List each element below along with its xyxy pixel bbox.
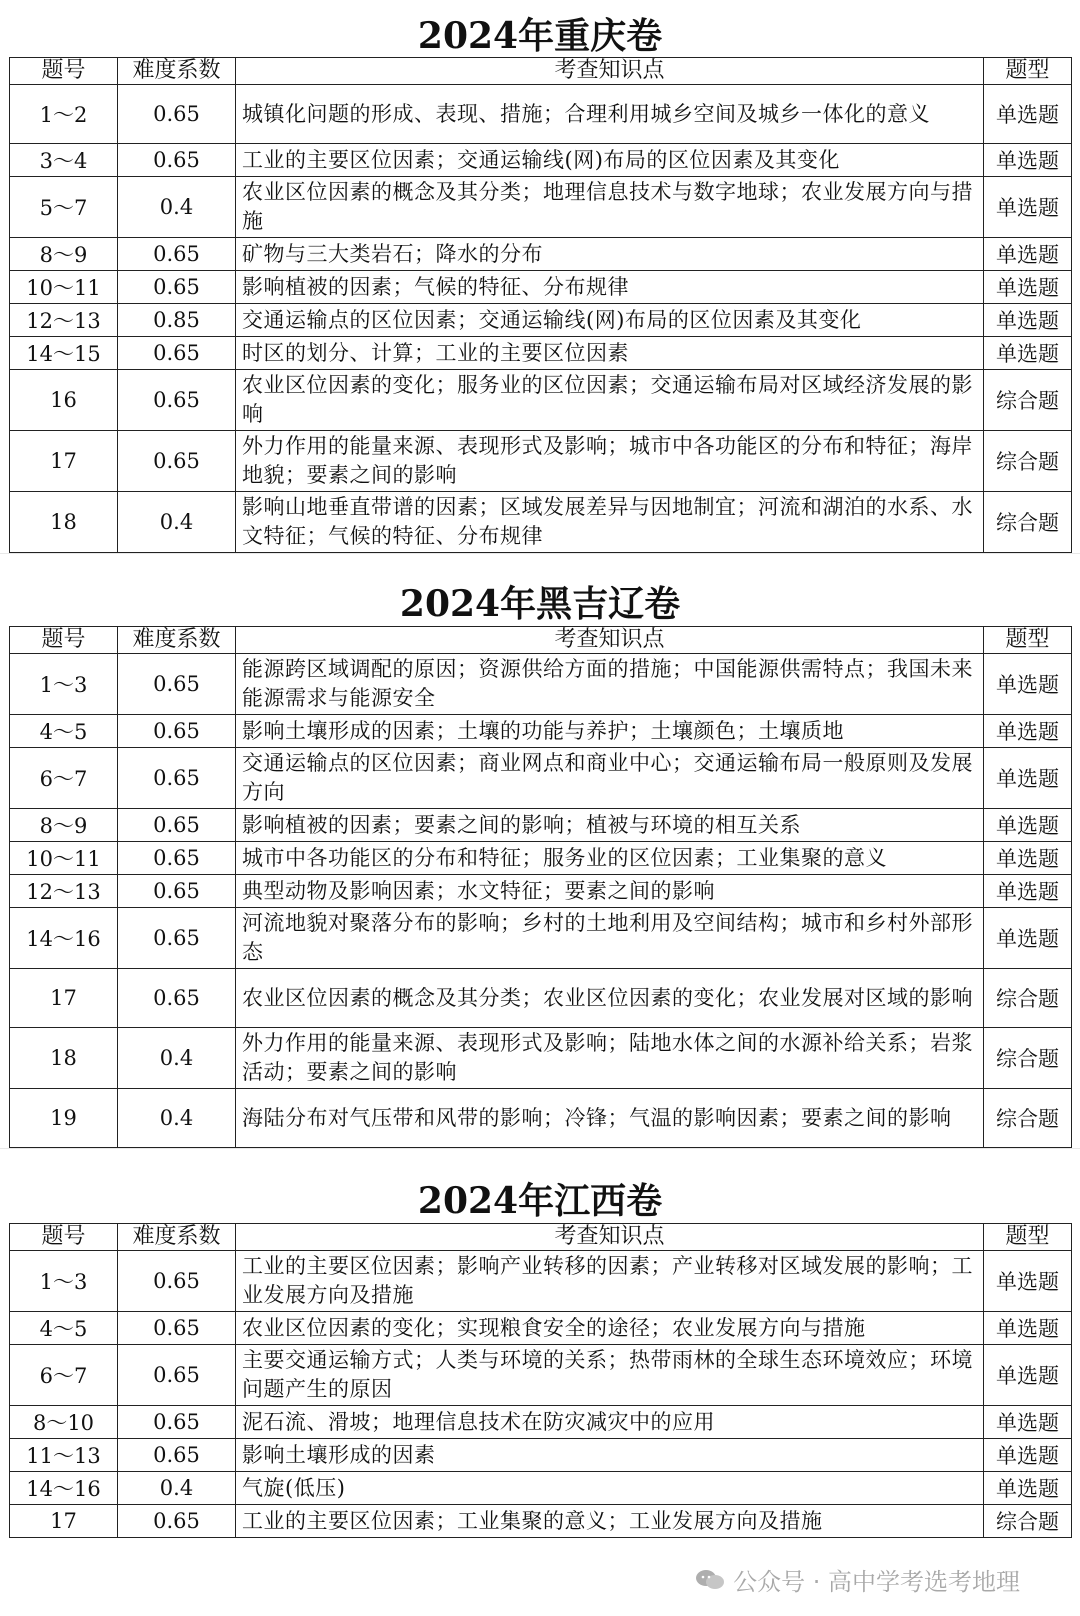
cell-type: 单选题 bbox=[984, 715, 1072, 748]
cell-diff: 0.65 bbox=[118, 809, 236, 842]
cell-type: 综合题 bbox=[984, 969, 1072, 1028]
cell-diff: 0.65 bbox=[118, 431, 236, 492]
cell-num: 17 bbox=[10, 1505, 118, 1538]
cell-diff: 0.65 bbox=[118, 1406, 236, 1439]
header-knowledge: 考查知识点 bbox=[236, 627, 984, 654]
cell-num: 8～9 bbox=[10, 809, 118, 842]
cell-type: 单选题 bbox=[984, 1251, 1072, 1312]
table-row bbox=[10, 654, 1072, 715]
table-row bbox=[10, 1439, 1072, 1472]
section-chongqing bbox=[0, 0, 1080, 553]
cell-knowledge: 海陆分布对气压带和风带的影响；冷锋；气温的影响因素；要素之间的影响 bbox=[236, 1089, 984, 1148]
cell-knowledge: 交通运输点的区位因素；交通运输线(网)布局的区位因素及其变化 bbox=[236, 304, 984, 337]
cell-num: 1～3 bbox=[10, 654, 118, 715]
header-diff: 难度系数 bbox=[118, 58, 236, 85]
cell-diff: 0.4 bbox=[118, 1028, 236, 1089]
header-knowledge: 考查知识点 bbox=[236, 1224, 984, 1251]
cell-num: 1～2 bbox=[10, 85, 118, 144]
cell-type: 单选题 bbox=[984, 875, 1072, 908]
cell-diff: 0.65 bbox=[118, 1345, 236, 1406]
cell-diff: 0.65 bbox=[118, 271, 236, 304]
cell-num: 8～10 bbox=[10, 1406, 118, 1439]
header-diff: 难度系数 bbox=[118, 1224, 236, 1251]
table-row bbox=[10, 875, 1072, 908]
header-num: 题号 bbox=[10, 627, 118, 654]
cell-knowledge: 工业的主要区位因素；影响产业转移的因素；产业转移对区域发展的影响；工业发展方向及措施 bbox=[236, 1251, 984, 1312]
cell-type: 单选题 bbox=[984, 842, 1072, 875]
table-row bbox=[10, 238, 1072, 271]
table-row bbox=[10, 809, 1072, 842]
cell-knowledge: 农业区位因素的概念及其分类；地理信息技术与数字地球；农业发展方向与措施 bbox=[236, 177, 984, 238]
cell-diff: 0.65 bbox=[118, 1251, 236, 1312]
cell-knowledge: 影响植被的因素；要素之间的影响；植被与环境的相互关系 bbox=[236, 809, 984, 842]
cell-type: 单选题 bbox=[984, 304, 1072, 337]
cell-diff: 0.4 bbox=[118, 1472, 236, 1505]
cell-type: 单选题 bbox=[984, 271, 1072, 304]
cell-type: 单选题 bbox=[984, 337, 1072, 370]
cell-diff: 0.65 bbox=[118, 969, 236, 1028]
table-row bbox=[10, 144, 1072, 177]
cell-diff: 0.65 bbox=[118, 715, 236, 748]
cell-type: 单选题 bbox=[984, 908, 1072, 969]
table-row bbox=[10, 1472, 1072, 1505]
cell-knowledge: 主要交通运输方式；人类与环境的关系；热带雨林的全球生态环境效应；环境问题产生的原因 bbox=[236, 1345, 984, 1406]
cell-diff: 0.65 bbox=[118, 1439, 236, 1472]
section-gap bbox=[0, 553, 1080, 580]
table-row bbox=[10, 431, 1072, 492]
cell-knowledge: 交通运输点的区位因素；商业网点和商业中心；交通运输布局一般原则及发展方向 bbox=[236, 748, 984, 809]
cell-knowledge: 典型动物及影响因素；水文特征；要素之间的影响 bbox=[236, 875, 984, 908]
cell-diff: 0.4 bbox=[118, 492, 236, 553]
cell-num: 3～4 bbox=[10, 144, 118, 177]
cell-num: 10～11 bbox=[10, 842, 118, 875]
table-row bbox=[10, 969, 1072, 1028]
knowledge-table bbox=[9, 626, 1072, 1148]
table-header-row bbox=[10, 58, 1072, 85]
table-row bbox=[10, 85, 1072, 144]
knowledge-table bbox=[9, 57, 1072, 553]
cell-num: 18 bbox=[10, 492, 118, 553]
table-row bbox=[10, 492, 1072, 553]
table-header-row bbox=[10, 1224, 1072, 1251]
cell-knowledge: 能源跨区域调配的原因；资源供给方面的措施；中国能源供需特点；我国未来能源需求与能源安全 bbox=[236, 654, 984, 715]
cell-num: 16 bbox=[10, 370, 118, 431]
cell-type: 单选题 bbox=[984, 1406, 1072, 1439]
table-row bbox=[10, 337, 1072, 370]
cell-num: 19 bbox=[10, 1089, 118, 1148]
header-type: 题型 bbox=[984, 58, 1072, 85]
cell-num: 14～16 bbox=[10, 1472, 118, 1505]
cell-type: 单选题 bbox=[984, 1345, 1072, 1406]
cell-type: 单选题 bbox=[984, 748, 1072, 809]
table-row bbox=[10, 1089, 1072, 1148]
table-row bbox=[10, 370, 1072, 431]
cell-type: 单选题 bbox=[984, 1472, 1072, 1505]
table-row bbox=[10, 1312, 1072, 1345]
section-title: 2024年黑吉辽卷 bbox=[399, 583, 681, 625]
cell-type: 单选题 bbox=[984, 85, 1072, 144]
table-row bbox=[10, 715, 1072, 748]
cell-knowledge: 影响植被的因素；气候的特征、分布规律 bbox=[236, 271, 984, 304]
watermark-text: 公众号 · 高中学考选考地理 bbox=[733, 1568, 1020, 1596]
cell-type: 综合题 bbox=[984, 1505, 1072, 1538]
table-row bbox=[10, 304, 1072, 337]
cell-diff: 0.65 bbox=[118, 238, 236, 271]
header-type: 题型 bbox=[984, 1224, 1072, 1251]
cell-type: 综合题 bbox=[984, 431, 1072, 492]
cell-num: 11～13 bbox=[10, 1439, 118, 1472]
header-knowledge: 考查知识点 bbox=[236, 58, 984, 85]
header-diff: 难度系数 bbox=[118, 627, 236, 654]
cell-knowledge: 影响山地垂直带谱的因素；区域发展差异与因地制宜；河流和湖泊的水系、水文特征；气候的特征、分布规律 bbox=[236, 492, 984, 553]
cell-num: 17 bbox=[10, 431, 118, 492]
cell-diff: 0.65 bbox=[118, 654, 236, 715]
cell-knowledge: 农业区位因素的变化；服务业的区位因素；交通运输布局对区域经济发展的影响 bbox=[236, 370, 984, 431]
cell-diff: 0.65 bbox=[118, 370, 236, 431]
cell-diff: 0.65 bbox=[118, 337, 236, 370]
cell-knowledge: 外力作用的能量来源、表现形式及影响；陆地水体之间的水源补给关系；岩浆活动；要素之间的影响 bbox=[236, 1028, 984, 1089]
cell-diff: 0.4 bbox=[118, 1089, 236, 1148]
cell-type: 综合题 bbox=[984, 370, 1072, 431]
cell-type: 单选题 bbox=[984, 654, 1072, 715]
cell-diff: 0.65 bbox=[118, 144, 236, 177]
header-num: 题号 bbox=[10, 58, 118, 85]
cell-knowledge: 气旋(低压) bbox=[236, 1472, 984, 1505]
cell-knowledge: 农业区位因素的概念及其分类；农业区位因素的变化；农业发展对区域的影响 bbox=[236, 969, 984, 1028]
section-title: 2024年江西卷 bbox=[417, 1180, 663, 1222]
table-row bbox=[10, 1028, 1072, 1089]
cell-type: 综合题 bbox=[984, 1089, 1072, 1148]
cell-num: 1～3 bbox=[10, 1251, 118, 1312]
table-row bbox=[10, 908, 1072, 969]
cell-num: 5～7 bbox=[10, 177, 118, 238]
cell-type: 综合题 bbox=[984, 1028, 1072, 1089]
header-num: 题号 bbox=[10, 1224, 118, 1251]
cell-type: 单选题 bbox=[984, 1312, 1072, 1345]
cell-type: 单选题 bbox=[984, 177, 1072, 238]
wechat-icon bbox=[695, 1569, 725, 1591]
cell-num: 18 bbox=[10, 1028, 118, 1089]
cell-diff: 0.65 bbox=[118, 1505, 236, 1538]
cell-num: 17 bbox=[10, 969, 118, 1028]
cell-num: 14～16 bbox=[10, 908, 118, 969]
section-jiangxi bbox=[0, 1175, 1080, 1538]
cell-diff: 0.65 bbox=[118, 875, 236, 908]
cell-knowledge: 时区的划分、计算；工业的主要区位因素 bbox=[236, 337, 984, 370]
cell-diff: 0.65 bbox=[118, 908, 236, 969]
cell-diff: 0.65 bbox=[118, 85, 236, 144]
cell-knowledge: 泥石流、滑坡；地理信息技术在防灾减灾中的应用 bbox=[236, 1406, 984, 1439]
cell-diff: 0.85 bbox=[118, 304, 236, 337]
knowledge-table bbox=[9, 1223, 1072, 1538]
section-gap bbox=[0, 1148, 1080, 1175]
cell-num: 4～5 bbox=[10, 715, 118, 748]
cell-type: 单选题 bbox=[984, 144, 1072, 177]
table-row bbox=[10, 1406, 1072, 1439]
cell-num: 12～13 bbox=[10, 875, 118, 908]
header-type: 题型 bbox=[984, 627, 1072, 654]
cell-knowledge: 外力作用的能量来源、表现形式及影响；城市中各功能区的分布和特征；海岸地貌；要素之间的影响 bbox=[236, 431, 984, 492]
cell-num: 10～11 bbox=[10, 271, 118, 304]
cell-knowledge: 影响土壤形成的因素 bbox=[236, 1439, 984, 1472]
table-row bbox=[10, 177, 1072, 238]
cell-diff: 0.4 bbox=[118, 177, 236, 238]
watermark bbox=[695, 1562, 1020, 1597]
cell-type: 单选题 bbox=[984, 1439, 1072, 1472]
cell-knowledge: 工业的主要区位因素；交通运输线(网)布局的区位因素及其变化 bbox=[236, 144, 984, 177]
table-row bbox=[10, 271, 1072, 304]
cell-knowledge: 矿物与三大类岩石；降水的分布 bbox=[236, 238, 984, 271]
cell-knowledge: 城镇化问题的形成、表现、措施；合理利用城乡空间及城乡一体化的意义 bbox=[236, 85, 984, 144]
table-row bbox=[10, 1345, 1072, 1406]
cell-num: 6～7 bbox=[10, 748, 118, 809]
cell-num: 6～7 bbox=[10, 1345, 118, 1406]
cell-knowledge: 农业区位因素的变化；实现粮食安全的途径；农业发展方向与措施 bbox=[236, 1312, 984, 1345]
cell-diff: 0.65 bbox=[118, 1312, 236, 1345]
cell-knowledge: 河流地貌对聚落分布的影响；乡村的土地利用及空间结构；城市和乡村外部形态 bbox=[236, 908, 984, 969]
cell-knowledge: 城市中各功能区的分布和特征；服务业的区位因素；工业集聚的意义 bbox=[236, 842, 984, 875]
cell-num: 8～9 bbox=[10, 238, 118, 271]
cell-type: 单选题 bbox=[984, 238, 1072, 271]
table-header-row bbox=[10, 627, 1072, 654]
table-row bbox=[10, 842, 1072, 875]
cell-diff: 0.65 bbox=[118, 748, 236, 809]
section-title: 2024年重庆卷 bbox=[417, 15, 663, 57]
cell-diff: 0.65 bbox=[118, 842, 236, 875]
section-heijiliao bbox=[0, 580, 1080, 1148]
cell-type: 单选题 bbox=[984, 809, 1072, 842]
cell-num: 12～13 bbox=[10, 304, 118, 337]
cell-num: 14～15 bbox=[10, 337, 118, 370]
cell-num: 4～5 bbox=[10, 1312, 118, 1345]
cell-knowledge: 工业的主要区位因素；工业集聚的意义；工业发展方向及措施 bbox=[236, 1505, 984, 1538]
table-row bbox=[10, 1251, 1072, 1312]
cell-type: 综合题 bbox=[984, 492, 1072, 553]
table-row bbox=[10, 1505, 1072, 1538]
cell-knowledge: 影响土壤形成的因素；土壤的功能与养护；土壤颜色；土壤质地 bbox=[236, 715, 984, 748]
table-row bbox=[10, 748, 1072, 809]
